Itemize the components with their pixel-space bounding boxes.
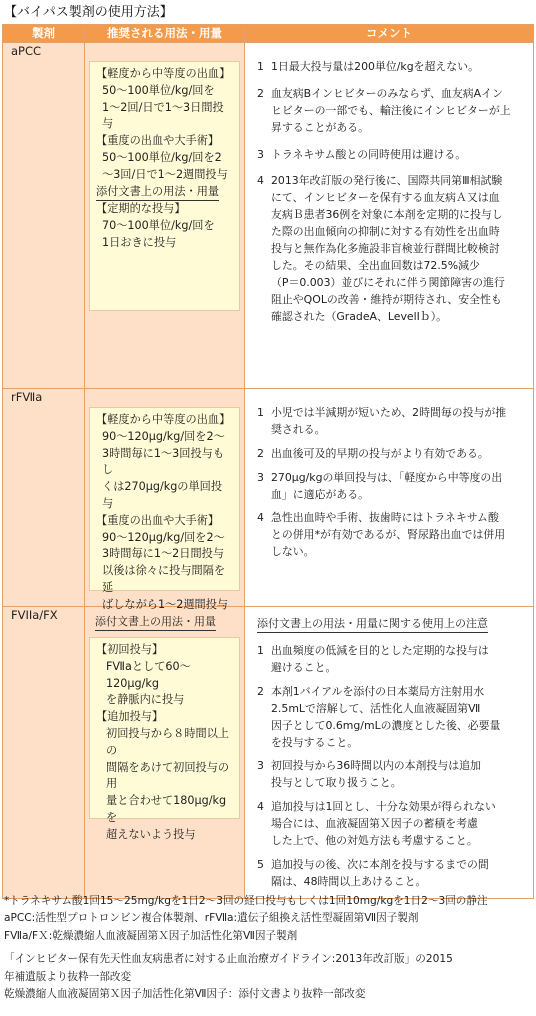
- dosage-table: [2, 24, 534, 899]
- comment-item: [257, 405, 527, 439]
- drug-name: aPCC: [3, 43, 85, 389]
- dosage-line: 50～100単位/kg/回を: [102, 83, 215, 97]
- footnote-line: *トラネキサム酸1回15～25mg/kgを1日2～3回の経口投与もしくは1回10mg/kgを1日2～3回の静注: [4, 895, 488, 907]
- comment-line: 隔は、48時間以上あけること。: [271, 874, 427, 888]
- dosage-cell: [85, 389, 245, 611]
- comment-line: 初回投与から36時間以内の本剤投与は追加: [271, 759, 481, 773]
- dosage-line: ばしながら1～2週間投与: [102, 597, 229, 611]
- dosage-line: FⅦaとして60～120μg/kg: [106, 659, 191, 690]
- comment-line: 270μg/kgの単回投与は、「軽度から中等度の出: [271, 470, 503, 484]
- comment-line: 2.5mLで溶解して、活性化人血液凝固第Ⅶ: [271, 701, 481, 715]
- comment-list: [257, 59, 527, 325]
- comment-line: 避けること。: [271, 660, 337, 674]
- comment-cell: [245, 43, 534, 389]
- table-row: [3, 43, 534, 389]
- comment-number: 1: [257, 406, 264, 419]
- comment-line: 因子として0.6mg/mLの濃度とした後、必要量: [271, 718, 501, 732]
- comment-number: 5: [257, 857, 264, 871]
- comment-list: [257, 643, 527, 891]
- header-comment: コメント: [245, 25, 534, 43]
- dosage-line: 90～120μg/kg/回を2～: [102, 530, 225, 544]
- dosage-line: 【定期的な投与】: [96, 202, 186, 216]
- comment-item: [257, 59, 527, 76]
- dosage-line: を静脈内に投与: [106, 693, 185, 707]
- comment-line: 昇することがある。: [271, 120, 370, 134]
- comment-line: 2013年改訂版の発行後に、国際共同第Ⅲ相試験: [271, 174, 503, 188]
- dosage-line: ～3回/日で1～2週間投与: [102, 167, 228, 181]
- page-title: 【バイパス製剤の使用方法】: [4, 5, 173, 20]
- comment-item: [257, 643, 527, 677]
- dosage-line: 3時間毎に1～2日間投与: [102, 547, 225, 561]
- comment-line: しない。: [271, 545, 315, 559]
- comment-line: 投与として取り扱うこと。: [271, 776, 402, 790]
- comment-line: にて、インヒビターを保有する血友病Ａ又は血: [271, 191, 500, 205]
- comment-number: 1: [257, 60, 264, 73]
- dosage-line: 1～2回/日で1～3日間投: [102, 100, 224, 114]
- comment-line: （P＝0.003）並びにそれに伴う関節障害の進行: [271, 275, 505, 289]
- dosage-cell: [85, 607, 245, 899]
- comment-item: [257, 470, 527, 504]
- dosage-line: 添付文書上の用法・用量: [96, 184, 219, 202]
- dosage-line: 初回投与から８時間以上の: [106, 727, 230, 757]
- comment-number: 3: [257, 147, 264, 161]
- dosage-line: 3時間毎に1～3回投与もし: [102, 446, 225, 477]
- dosage-box: [89, 61, 240, 311]
- footnotes: [4, 893, 534, 1004]
- dosage-line: 間隔をあけて初回投与の用: [106, 760, 230, 791]
- dosage-line: 以後は徐々に投与間隔を延: [102, 564, 226, 594]
- comment-number: 2: [257, 446, 264, 460]
- comment-item: [257, 684, 527, 752]
- comment-heading: 添付文書上の用法・用量に関する使用上の注意: [257, 615, 488, 633]
- table-row: [3, 607, 534, 899]
- dosage-line: 70～100単位/kg/回を: [102, 219, 215, 233]
- comment-line: 友病Ｂ患者36例を対象に本剤を定期的に投与し: [271, 208, 503, 222]
- source-line: 乾燥濃縮人血液凝固第Ｘ因子加活性化第Ⅶ因子：添付文書より抜粋一部改変: [4, 988, 366, 1001]
- dosage-line: 50～100単位/kg/回を2: [102, 150, 222, 164]
- comment-line: 出血頻度の低減を目的とした定期的な投与は: [271, 644, 489, 658]
- comment-number: 2: [257, 684, 264, 698]
- dosage-line: 1日おきに投与: [102, 235, 177, 249]
- comment-item: [257, 86, 527, 137]
- comment-line: 出血後可及的早期の投与がより有効である。: [271, 446, 489, 460]
- dosage-box: [89, 407, 240, 611]
- comment-line: を投与すること。: [271, 735, 359, 749]
- comment-item: [257, 510, 527, 561]
- source-line: 年補遺版より抜粋一部改変: [4, 970, 132, 983]
- comment-line: 血」に適応がある。: [271, 487, 370, 501]
- comment-line: 追加投与は1回とし、十分な効果が得られない: [271, 800, 496, 814]
- comment-number: 2: [257, 86, 264, 100]
- comment-line: ヒビターの一部でも、輸注後にインヒビターが上: [271, 103, 511, 117]
- comment-line: た際の出血傾向の抑制に対する有効性を出血時: [271, 225, 500, 239]
- dosage-line: 90～120μg/kg/回を2～: [102, 429, 225, 443]
- comment-line: 追加投与の後、次に本剤を投与するまでの間: [271, 857, 489, 871]
- dosage-line: 【初回投与】: [96, 643, 164, 657]
- comment-item: [257, 446, 527, 463]
- comment-line: 本剤1バイアルを添付の日本薬局方注射用水: [271, 684, 485, 698]
- dosage-heading: 添付文書上の用法・用量: [95, 613, 216, 631]
- comment-cell: [245, 389, 534, 607]
- dosage-line: くは270μg/kgの単回投与: [102, 480, 223, 510]
- comment-item: [257, 173, 527, 325]
- dosage-line: 【軽度から中等度の出血】: [96, 413, 231, 426]
- header-dosage: 推奨される用法・用量: [85, 25, 245, 43]
- dosage-line: 【重度の出血や大手術】: [96, 134, 220, 148]
- dosage-line-wrap: [96, 184, 233, 202]
- comment-line: 小児では半減期が短いため、2時間毎の投与が推: [271, 406, 507, 419]
- comment-line: 確認された（GradeA、LevelⅠｂ）。: [271, 309, 448, 323]
- drug-name: rFⅦa: [3, 389, 85, 607]
- drug-name: FVIIa/FX: [3, 607, 85, 899]
- comment-line: 阻止やQOLの改善・維持が期待され、安全性も: [271, 292, 502, 306]
- comment-cell: [245, 607, 534, 899]
- comment-line: との併用*が有効であるが、腎尿路出血では併用: [271, 528, 506, 542]
- comment-line: 血友病Bインヒビターのみならず、血友病Aイン: [271, 86, 503, 100]
- comment-line: した。その結果、全出血回数は72.5%減少: [271, 258, 480, 272]
- comment-number: 1: [257, 644, 264, 658]
- comment-line: 1日最大投与量は200単位/kgを超えない。: [271, 60, 479, 73]
- comment-number: 4: [257, 174, 264, 188]
- comment-line: 場合には、血液凝固第Ｘ因子の蓄積を考慮: [271, 817, 478, 831]
- source-line: 「インヒビター保有先天性血友病患者に対する止血治療ガイドライン:2013年改訂版」の2015: [4, 953, 453, 966]
- comment-item: [257, 799, 527, 850]
- comment-number: 4: [257, 800, 264, 814]
- table-header-row: [3, 25, 534, 43]
- comment-item: [257, 857, 527, 891]
- header-drug: 製剤: [3, 25, 85, 43]
- dosage-line: 超えないよう投与: [106, 827, 196, 841]
- comment-line: 奨される。: [271, 422, 326, 436]
- footnote-line: aPCC:活性型プロトロンビン複合体製剤、rFⅦa:遺伝子組換え活性型凝固第Ⅶ因子製剤: [4, 912, 419, 925]
- dosage-line: 与: [102, 117, 114, 131]
- footnote-line: FⅦa/FＸ:乾燥濃縮人血液凝固第Ｘ因子加活性化第Ⅶ因子製剤: [4, 929, 298, 942]
- dosage-box: [89, 637, 240, 841]
- comment-line: トラネキサム酸との同時使用は避ける。: [271, 147, 467, 161]
- comment-item: [257, 147, 527, 164]
- table-row: [3, 389, 534, 607]
- comment-number: 4: [257, 511, 264, 525]
- dosage-line: 【追加投与】: [96, 710, 164, 724]
- dosage-line: 【重度の出血や大手術】: [96, 513, 220, 527]
- comment-number: 3: [257, 470, 264, 484]
- comment-line: した上で、他の対処方法も考慮すること。: [271, 833, 478, 847]
- comment-list: [257, 405, 527, 561]
- comment-item: [257, 758, 527, 792]
- dosage-line: 【軽度から中等度の出血】: [96, 67, 231, 80]
- comment-line: 急性出血時や手術、抜歯時にはトラネキサム酸: [271, 511, 499, 525]
- dosage-line: 量と合わせて180μg/kgを: [106, 794, 227, 825]
- comment-number: 3: [257, 759, 264, 773]
- dosage-cell: [85, 43, 245, 389]
- comment-line: 投与と無作為化多施設非盲検並行群間比較検討: [271, 242, 500, 256]
